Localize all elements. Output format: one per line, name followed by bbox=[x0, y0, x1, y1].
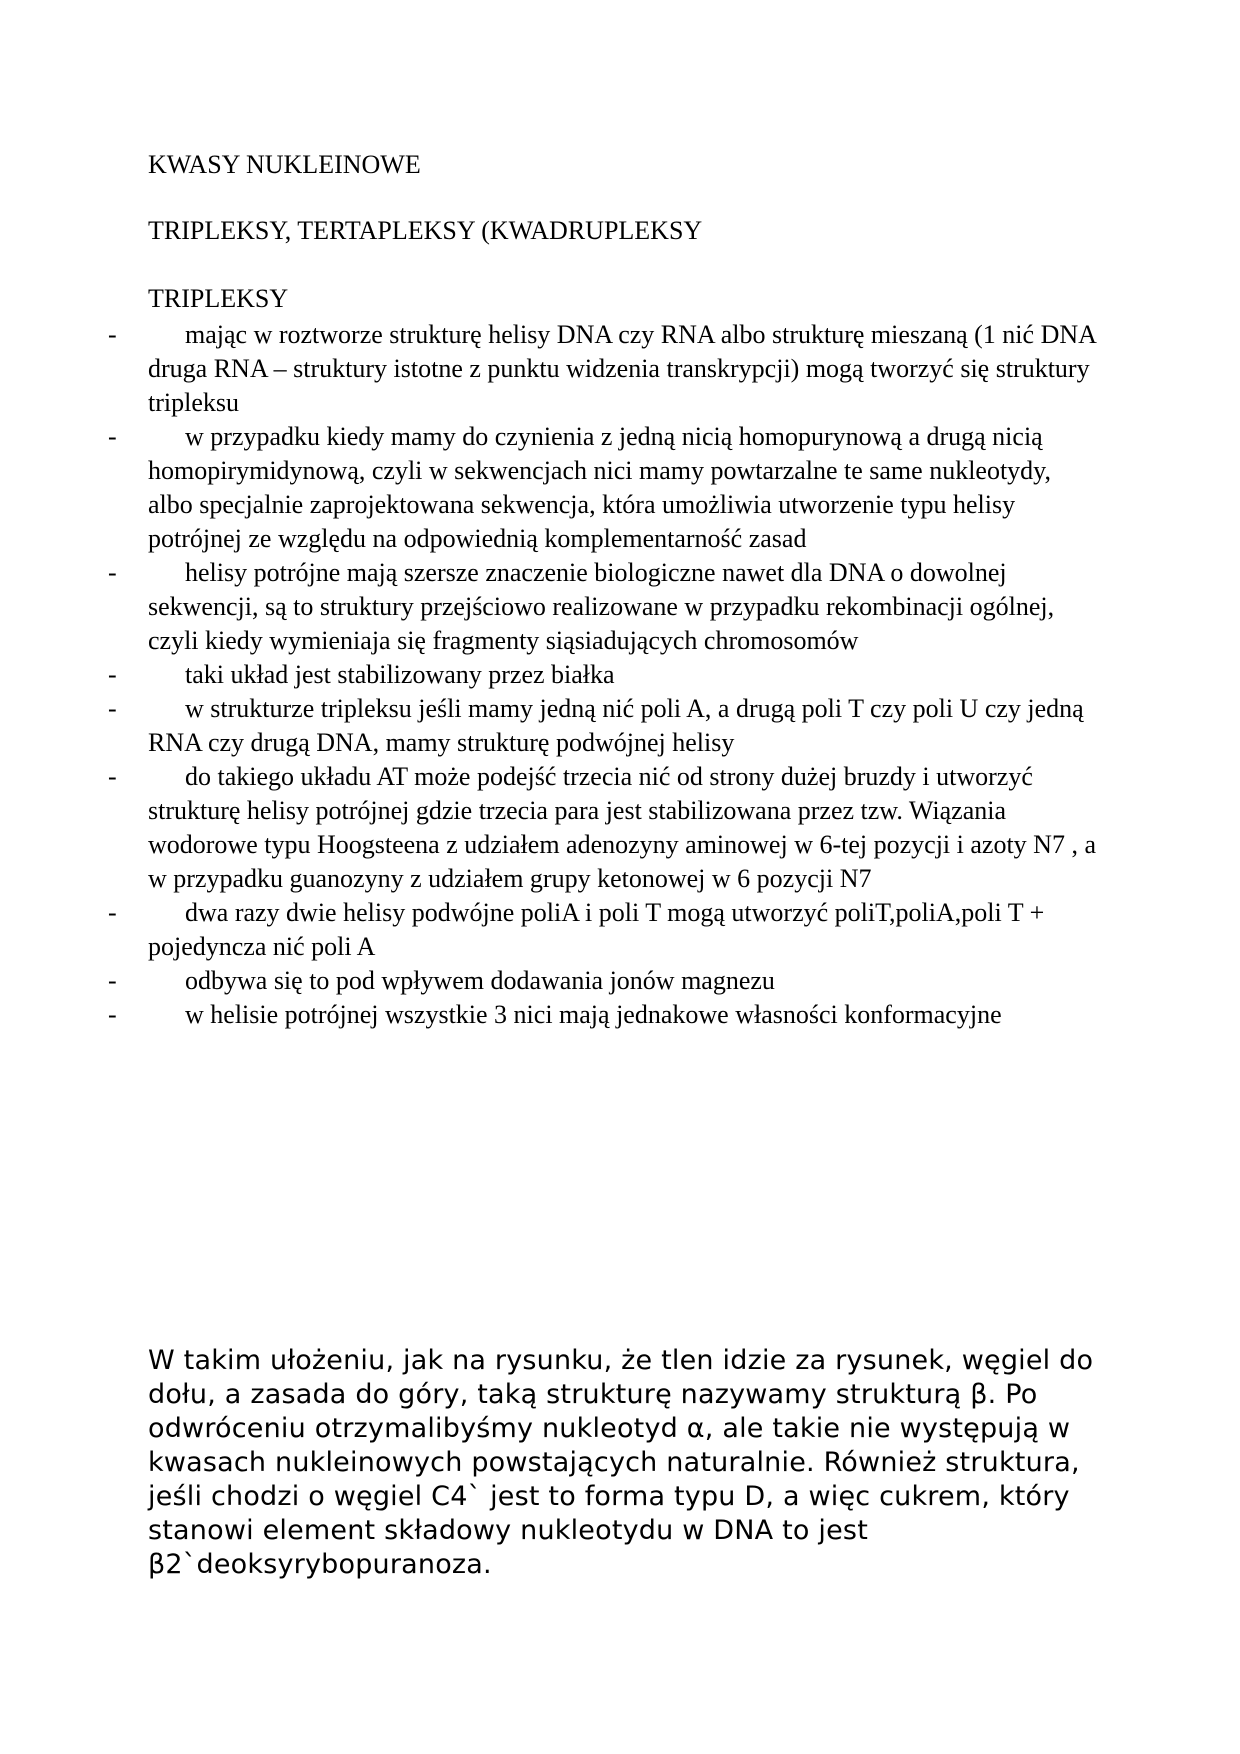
bullet-marker: - bbox=[108, 762, 117, 791]
bullet-text: taki układ jest stabilizowany przez białka bbox=[185, 660, 615, 689]
list-item bbox=[108, 896, 1098, 964]
body-paragraph: W takim ułożeniu, jak na rysunku, że tlen idzie za rysunek, węgiel do dołu, a zasada do góry, taką strukturę nazywamy strukturą β. Po odwróceniu otrzymalibyśmy nukleotyd α, ale takie nie występują w kwasach nukleinowych powstających naturalnie. Również struktura, jeśli chodzi o węgiel C4` jest to forma typu D, a więc cukrem, który stanowi element składowy nukleotydu w DNA to jest β2`deoksyrybopuranoza. bbox=[148, 1345, 1094, 1580]
bullet-marker: - bbox=[108, 1000, 117, 1029]
document-subtitle: TRIPLEKSY, TERTAPLEKSY (KWADRUPLEKSY bbox=[148, 216, 703, 245]
bullet-text: w helisie potrójnej wszystkie 3 nici mają jednakowe własności konformacyjne bbox=[185, 1000, 1002, 1029]
bullet-marker: - bbox=[108, 422, 117, 451]
list-item bbox=[108, 420, 1098, 556]
list-item bbox=[108, 998, 1098, 1032]
document-title: KWASY NUKLEINOWE bbox=[148, 150, 421, 179]
bullet-text: do takiego układu AT może podejść trzecia nić od strony dużej bruzdy i utworzyć strukturę helisy potrójnej gdzie trzecia para jest stabilizowana przez tzw. Wiązania wodorowe typu Hoogsteena z udziałem adenozyny aminowej w 6-tej pozycji i azoty N7 , a w przypadku guanozyny z udziałem grupy ketonowej w 6 pozycji N7 bbox=[148, 762, 1096, 893]
bullet-marker: - bbox=[108, 558, 117, 587]
bullet-marker: - bbox=[108, 898, 117, 927]
bullet-marker: - bbox=[108, 320, 117, 349]
bullet-list bbox=[108, 318, 1098, 1032]
list-item bbox=[108, 556, 1098, 658]
bullet-text: mając w roztworze strukturę helisy DNA czy RNA albo strukturę mieszaną (1 nić DNA druga RNA – struktury istotne z punktu widzenia transkrypcji) mogą tworzyć się struktury tripleksu bbox=[148, 320, 1096, 417]
section-heading: TRIPLEKSY bbox=[148, 284, 289, 313]
bullet-text: helisy potrójne mają szersze znaczenie biologiczne nawet dla DNA o dowolnej sekwencji, są to struktury przejściowo realizowane w przypadku rekombinacji ogólnej, czyli kiedy wymieniaja się fragmenty siąsiadujących chromosomów bbox=[148, 558, 1055, 655]
bullet-marker: - bbox=[108, 660, 117, 689]
list-item bbox=[108, 658, 1098, 692]
list-item bbox=[108, 964, 1098, 998]
bullet-text: dwa razy dwie helisy podwójne poliA i poli T mogą utworzyć poliT,poliA,poli T + pojedyncza nić poli A bbox=[148, 898, 1045, 961]
list-item bbox=[108, 318, 1098, 420]
bullet-marker: - bbox=[108, 694, 117, 723]
bullet-text: odbywa się to pod wpływem dodawania jonów magnezu bbox=[185, 966, 775, 995]
bullet-marker: - bbox=[108, 966, 117, 995]
list-item bbox=[108, 692, 1098, 760]
bullet-text: w przypadku kiedy mamy do czynienia z jedną nicią homopurynową a drugą nicią homopirymidynową, czyli w sekwencjach nici mamy powtarzalne te same nukleotydy, albo specjalnie zaprojektowana sekwencja, która umożliwia utworzenie typu helisy potrójnej ze względu na odpowiednią komplementarność zasad bbox=[148, 422, 1051, 553]
list-item bbox=[108, 760, 1098, 896]
bullet-text: w strukturze tripleksu jeśli mamy jedną nić poli A, a drugą poli T czy poli U czy jedną RNA czy drugą DNA, mamy strukturę podwójnej helisy bbox=[148, 694, 1084, 757]
